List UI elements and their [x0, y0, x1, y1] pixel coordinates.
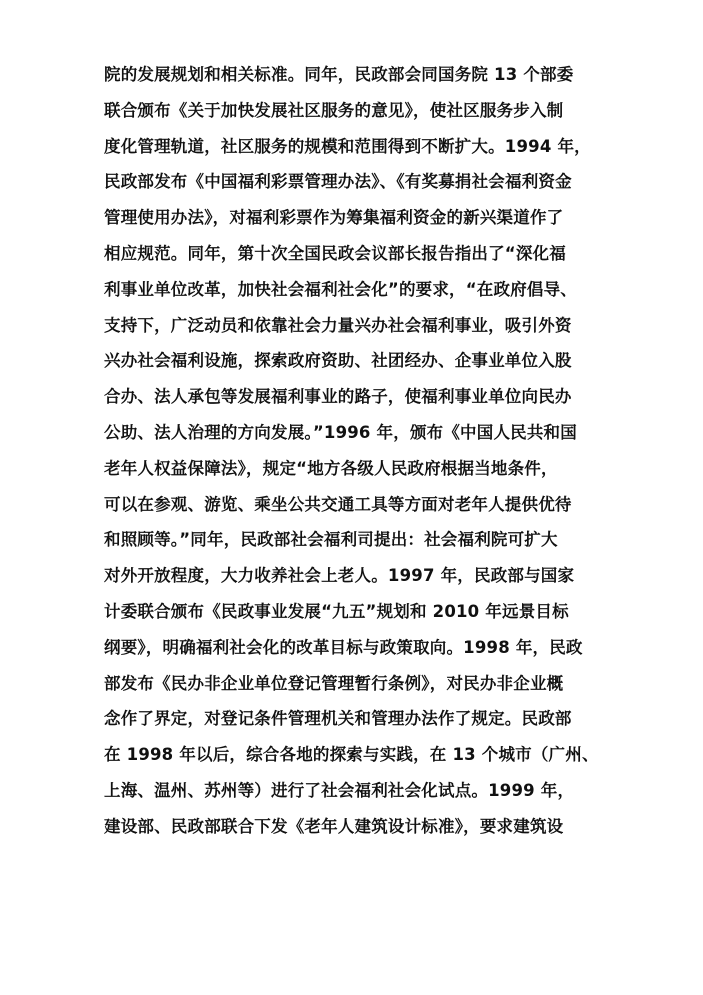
text-line: 可以在参观、游览、乘坐公共交通工具等方面对老年人提供优待: [104, 494, 572, 514]
text-line: 利事业单位改革，加快社会福利社会化”的要求，“在政府倡导、: [104, 279, 577, 299]
text-line: 公助、法人治理的方向发展。”1996 年，颁布《中国人民共和国: [104, 422, 577, 442]
text-line: 支持下，广泛动员和依靠社会力量兴办社会福利事业，吸引外资: [104, 315, 572, 335]
text-line: 度化管理轨道，社区服务的规模和范围得到不断扩大。1994 年，: [104, 136, 591, 156]
text-line: 对外开放程度，大力收养社会上老人。1997 年，民政部与国家: [104, 566, 575, 586]
text-line: 上海、温州、苏州等）进行了社会福利社会化试点。1999 年，: [104, 780, 575, 800]
document-body: [104, 57, 604, 845]
text-line: 管理使用办法》，对福利彩票作为筹集福利资金的新兴渠道作了: [104, 208, 564, 228]
text-line: 建设部、民政部联合下发《老年人建筑设计标准》，要求建筑设: [104, 816, 564, 836]
text-line: 相应规范。同年，第十次全国民政会议部长报告指出了“深化福: [104, 243, 566, 263]
text-line: 念作了界定，对登记条件管理机关和管理办法作了规定。民政部: [104, 709, 572, 729]
text-line: 合办、法人承包等发展福利事业的路子，使福利事业单位向民办: [104, 387, 572, 407]
text-line: 计委联合颁布《民政事业发展“九五”规划和 2010 年远景目标: [104, 601, 569, 621]
text-line: 纲要》，明确福利社会化的改革目标与政策取向。1998 年，民政: [104, 637, 583, 657]
text-line: 联合颁布《关于加快发展社区服务的意见》，使社区服务步入制: [104, 100, 564, 120]
text-line: 在 1998 年以后，综合各地的探索与实践，在 13 个城市（广州、: [104, 745, 599, 765]
text-line: 兴办社会福利设施，探索政府资助、社团经办、企事业单位入股: [104, 351, 572, 371]
text-line: 院的发展规划和相关标准。同年，民政部会同国务院 13 个部委: [104, 65, 574, 84]
text-line: 民政部发布《中国福利彩票管理办法》、《有奖募捐社会福利资金: [104, 172, 572, 192]
text-line: 和照顾等。”同年，民政部社会福利司提出：社会福利院可扩大: [104, 530, 558, 550]
text-line: 部发布《民办非企业单位登记管理暂行条例》，对民办非企业概: [104, 673, 564, 693]
text-line: 老年人权益保障法》，规定“地方各级人民政府根据当地条件，: [104, 458, 558, 478]
